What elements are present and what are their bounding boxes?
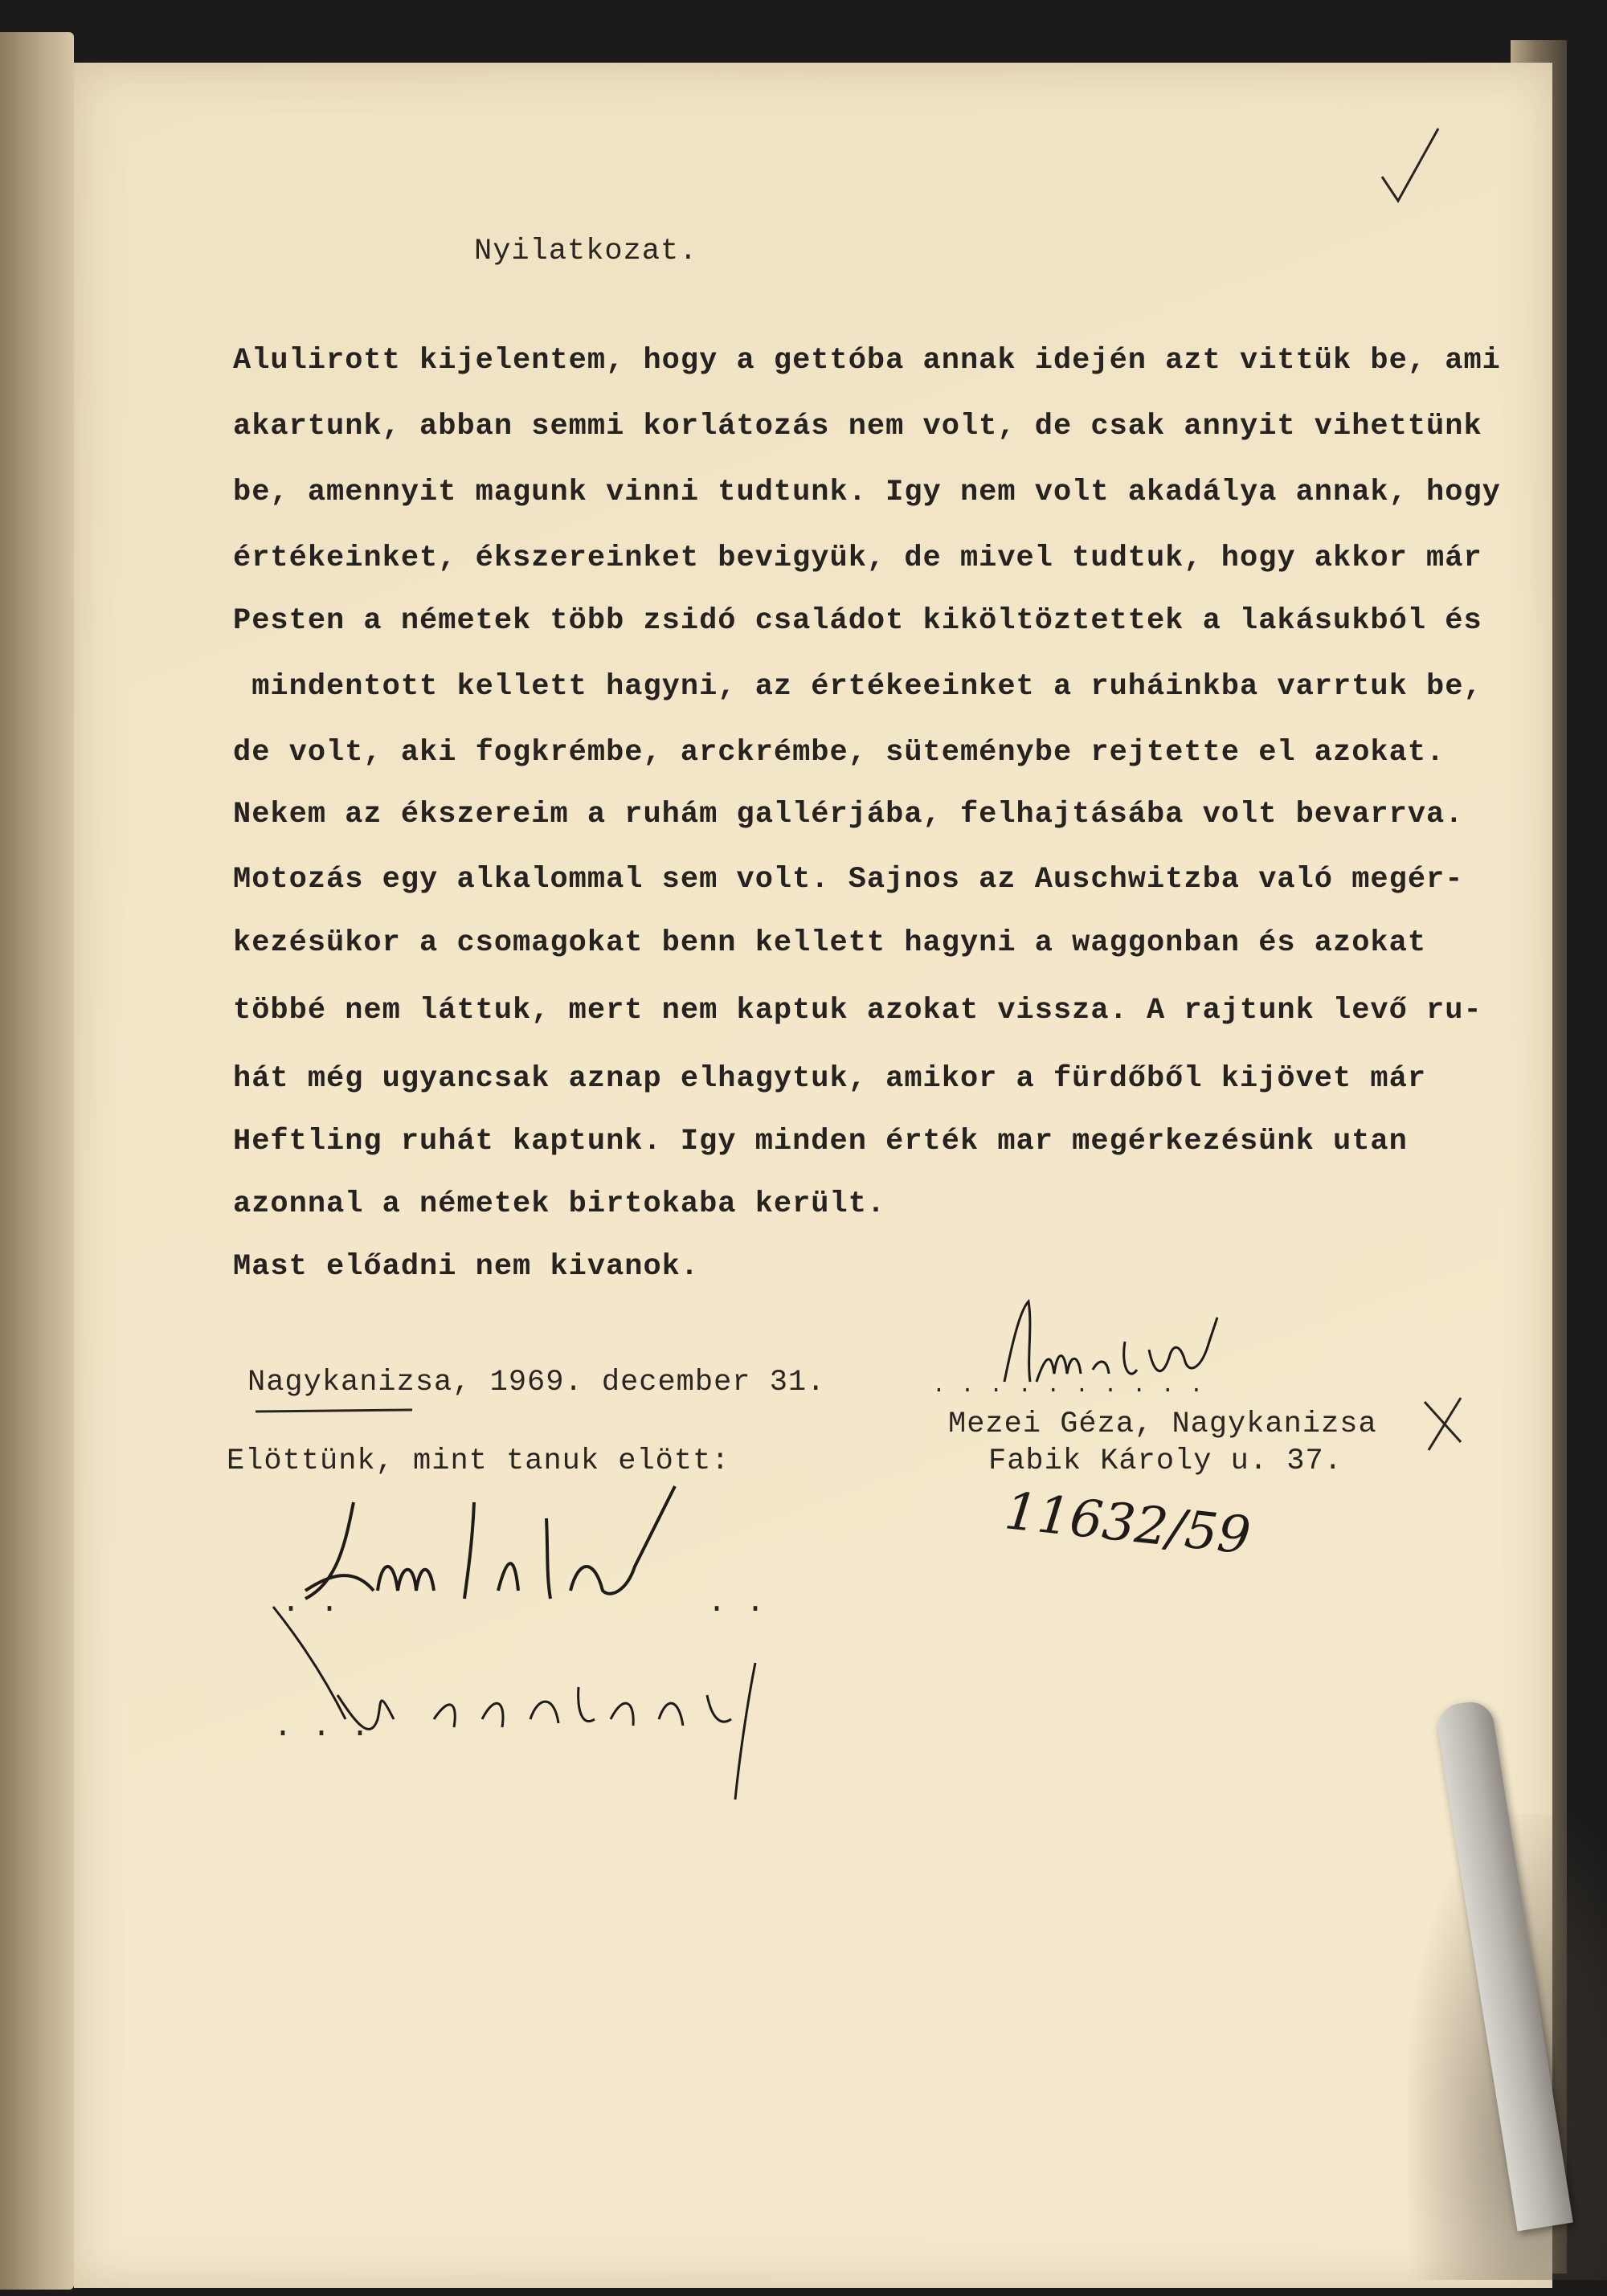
x-mark-icon bbox=[1421, 1394, 1469, 1458]
body-line: Mast előadni nem kivanok. bbox=[233, 1250, 700, 1284]
witness-label: Elöttünk, mint tanuk elött: bbox=[227, 1444, 730, 1478]
body-line: hát még ugyancsak aznap elhagytuk, amikor a fürdőből kijövet már bbox=[233, 1062, 1427, 1096]
body-line: Alulirott kijelentem, hogy a gettóba annak idején azt vittük be, ami bbox=[233, 344, 1501, 378]
body-line: Heftling ruhát kaptunk. Igy minden érték mar megérkezésünk utan bbox=[233, 1125, 1408, 1158]
signatory-address-line: Fabik Károly u. 37. bbox=[988, 1444, 1343, 1478]
witness-signature-2 bbox=[257, 1599, 916, 1808]
signatory-name-line: Mezei Géza, Nagykanizsa bbox=[948, 1407, 1377, 1441]
place-date: Nagykanizsa, 1969. december 31. bbox=[247, 1366, 826, 1399]
body-line: be, amennyit magunk vinni tudtunk. Igy nem volt akadálya annak, hogy bbox=[233, 476, 1501, 509]
body-line: de volt, aki fogkrémbe, arckrémbe, süteménybe rejtette el azokat. bbox=[233, 736, 1445, 770]
signature-dots: . . . . . . . . . . bbox=[932, 1374, 1204, 1399]
left-page-edge bbox=[0, 32, 74, 2290]
signatory-signature bbox=[988, 1293, 1261, 1406]
check-mark-icon bbox=[1366, 121, 1446, 209]
body-line: akartunk, abban semmi korlátozás nem volt, de csak annyit vihettünk bbox=[233, 410, 1482, 443]
body-line: kezésükor a csomagokat benn kellett hagyni a waggonban és azokat bbox=[233, 926, 1427, 960]
body-line: Motozás egy alkalommal sem volt. Sajnos az Auschwitzba való megér- bbox=[233, 863, 1464, 897]
svg-text:. . .: . . . bbox=[273, 1710, 370, 1746]
body-line: Pesten a németek több zsidó családot kiköltöztettek a lakásukból és bbox=[233, 604, 1482, 638]
svg-text:. .: . . bbox=[281, 1585, 340, 1621]
document-page bbox=[74, 63, 1552, 2288]
body-line: értékeinket, ékszereinket bevigyük, de mivel tudtuk, hogy akkor már bbox=[233, 541, 1482, 575]
body-line: azonnal a németek birtokaba került. bbox=[233, 1187, 886, 1221]
document-title: Nyilatkozat. bbox=[474, 235, 698, 268]
underline-stroke bbox=[256, 1407, 416, 1416]
body-line: többé nem láttuk, mert nem kaptuk azokat vissza. A rajtunk levő ru- bbox=[233, 994, 1482, 1027]
file-number: 11632/59 bbox=[1001, 1481, 1253, 1567]
svg-text:. .: . . bbox=[707, 1585, 766, 1621]
body-line: mindentott kellett hagyni, az értékeeinket a ruháinkba varrtuk be, bbox=[233, 670, 1482, 704]
body-line: Nekem az ékszereim a ruhám gallérjába, felhajtásába volt bevarrva. bbox=[233, 798, 1464, 831]
